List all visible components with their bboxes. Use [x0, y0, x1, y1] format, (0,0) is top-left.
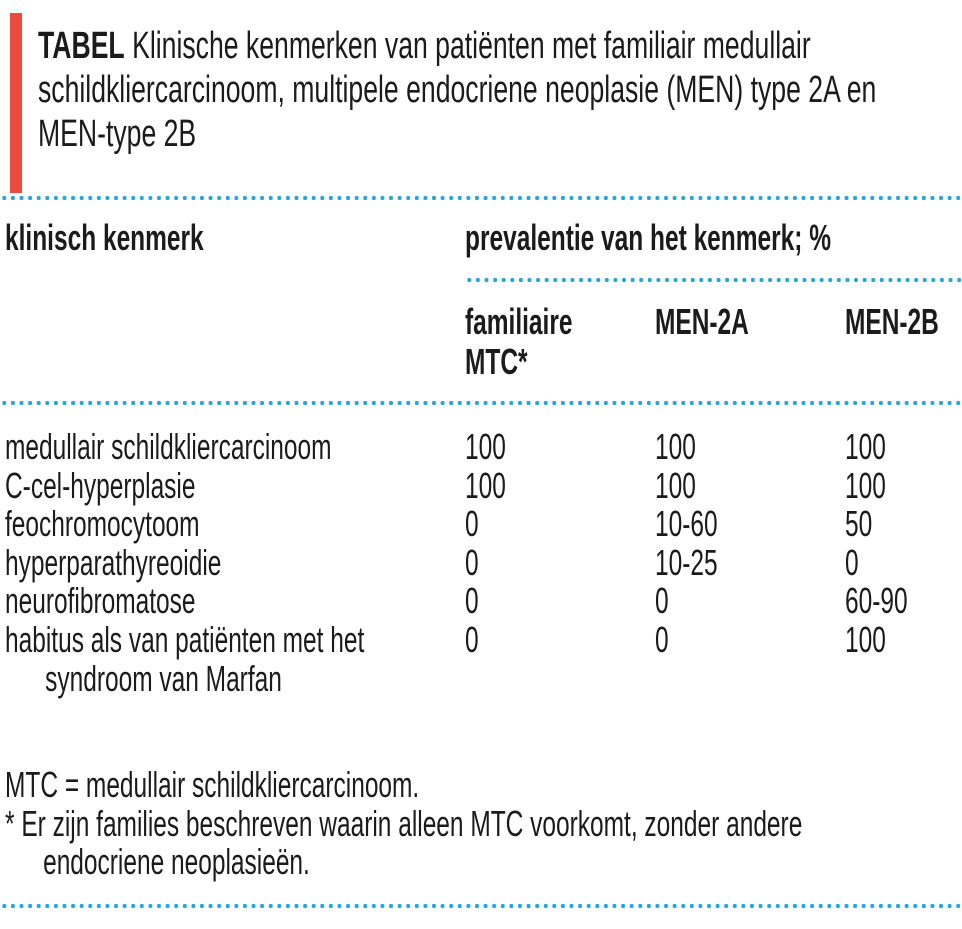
table-row [0, 428, 962, 467]
row-label: hyperparathyreoidie [5, 541, 222, 583]
cell-value: 10-60 [655, 503, 718, 545]
header-prevalentie-group: prevalentie van het kenmerk; % [465, 217, 831, 258]
cell-value: 100 [465, 426, 506, 467]
cell-value: 100 [845, 618, 886, 660]
column-header-men-2b: MEN-2B [845, 301, 939, 342]
table-row [0, 582, 962, 621]
cell-value: 0 [465, 541, 479, 583]
cell-value: 0 [845, 541, 859, 583]
row-label: neurofibromatose [5, 580, 196, 622]
cell-value: 0 [655, 580, 669, 622]
cell-value: 0 [465, 580, 479, 622]
row-label: habitus als van patiënten met het syndroom van Marfan [5, 618, 365, 699]
cell-value: 100 [655, 426, 696, 467]
table-title-text [38, 24, 913, 156]
table-header-row [0, 218, 962, 258]
table-row [0, 464, 962, 506]
cell-value: 100 [465, 464, 506, 506]
accent-bar [10, 13, 22, 193]
cell-value: 0 [465, 618, 479, 660]
cell-value: 0 [655, 618, 669, 660]
cell-value: 100 [845, 464, 886, 506]
footnote-asterisk: * Er zijn families beschreven waarin alleen MTC voorkomt, zonder andere endocriene neoplasieën. [5, 802, 803, 883]
cell-value: 60-90 [845, 580, 908, 622]
cell-value: 50 [845, 503, 873, 545]
table-subheader-row [0, 302, 962, 382]
cell-value: 0 [465, 503, 479, 545]
footnote-abbreviation: MTC = medullair schildkliercarcinoom. [5, 764, 420, 805]
separator-top [0, 195, 962, 201]
table-row [0, 541, 962, 583]
table-row [0, 618, 962, 699]
separator-group-header [465, 277, 962, 283]
column-header-familiaire-mtc: familiaire MTC* [465, 301, 573, 382]
separator-bottom [0, 903, 962, 909]
header-klinisch-kenmerk: klinisch kenmerk [5, 217, 204, 258]
row-label: feochromocytoom [5, 503, 200, 545]
table-title [38, 24, 938, 156]
footnotes [5, 766, 960, 882]
row-label: C-cel-hyperplasie [5, 464, 196, 506]
cell-value: 100 [655, 464, 696, 506]
row-label: medullair schildkliercarcinoom [5, 426, 332, 467]
table-title-caption: Klinische kenmerken van patiënten met familiair medullair schildkliercarcinoom, multipele endocriene neoplasie (MEN) type 2A en MEN-type 2B [38, 25, 877, 155]
cell-value: 10-25 [655, 541, 718, 583]
table-title-label: TABEL [38, 25, 125, 67]
cell-value: 100 [845, 426, 886, 467]
separator-header-body [0, 400, 962, 406]
column-header-men-2a: MEN-2A [655, 301, 749, 342]
subheader-spacer [0, 302, 465, 382]
table-body [0, 428, 962, 698]
table-row [0, 505, 962, 544]
